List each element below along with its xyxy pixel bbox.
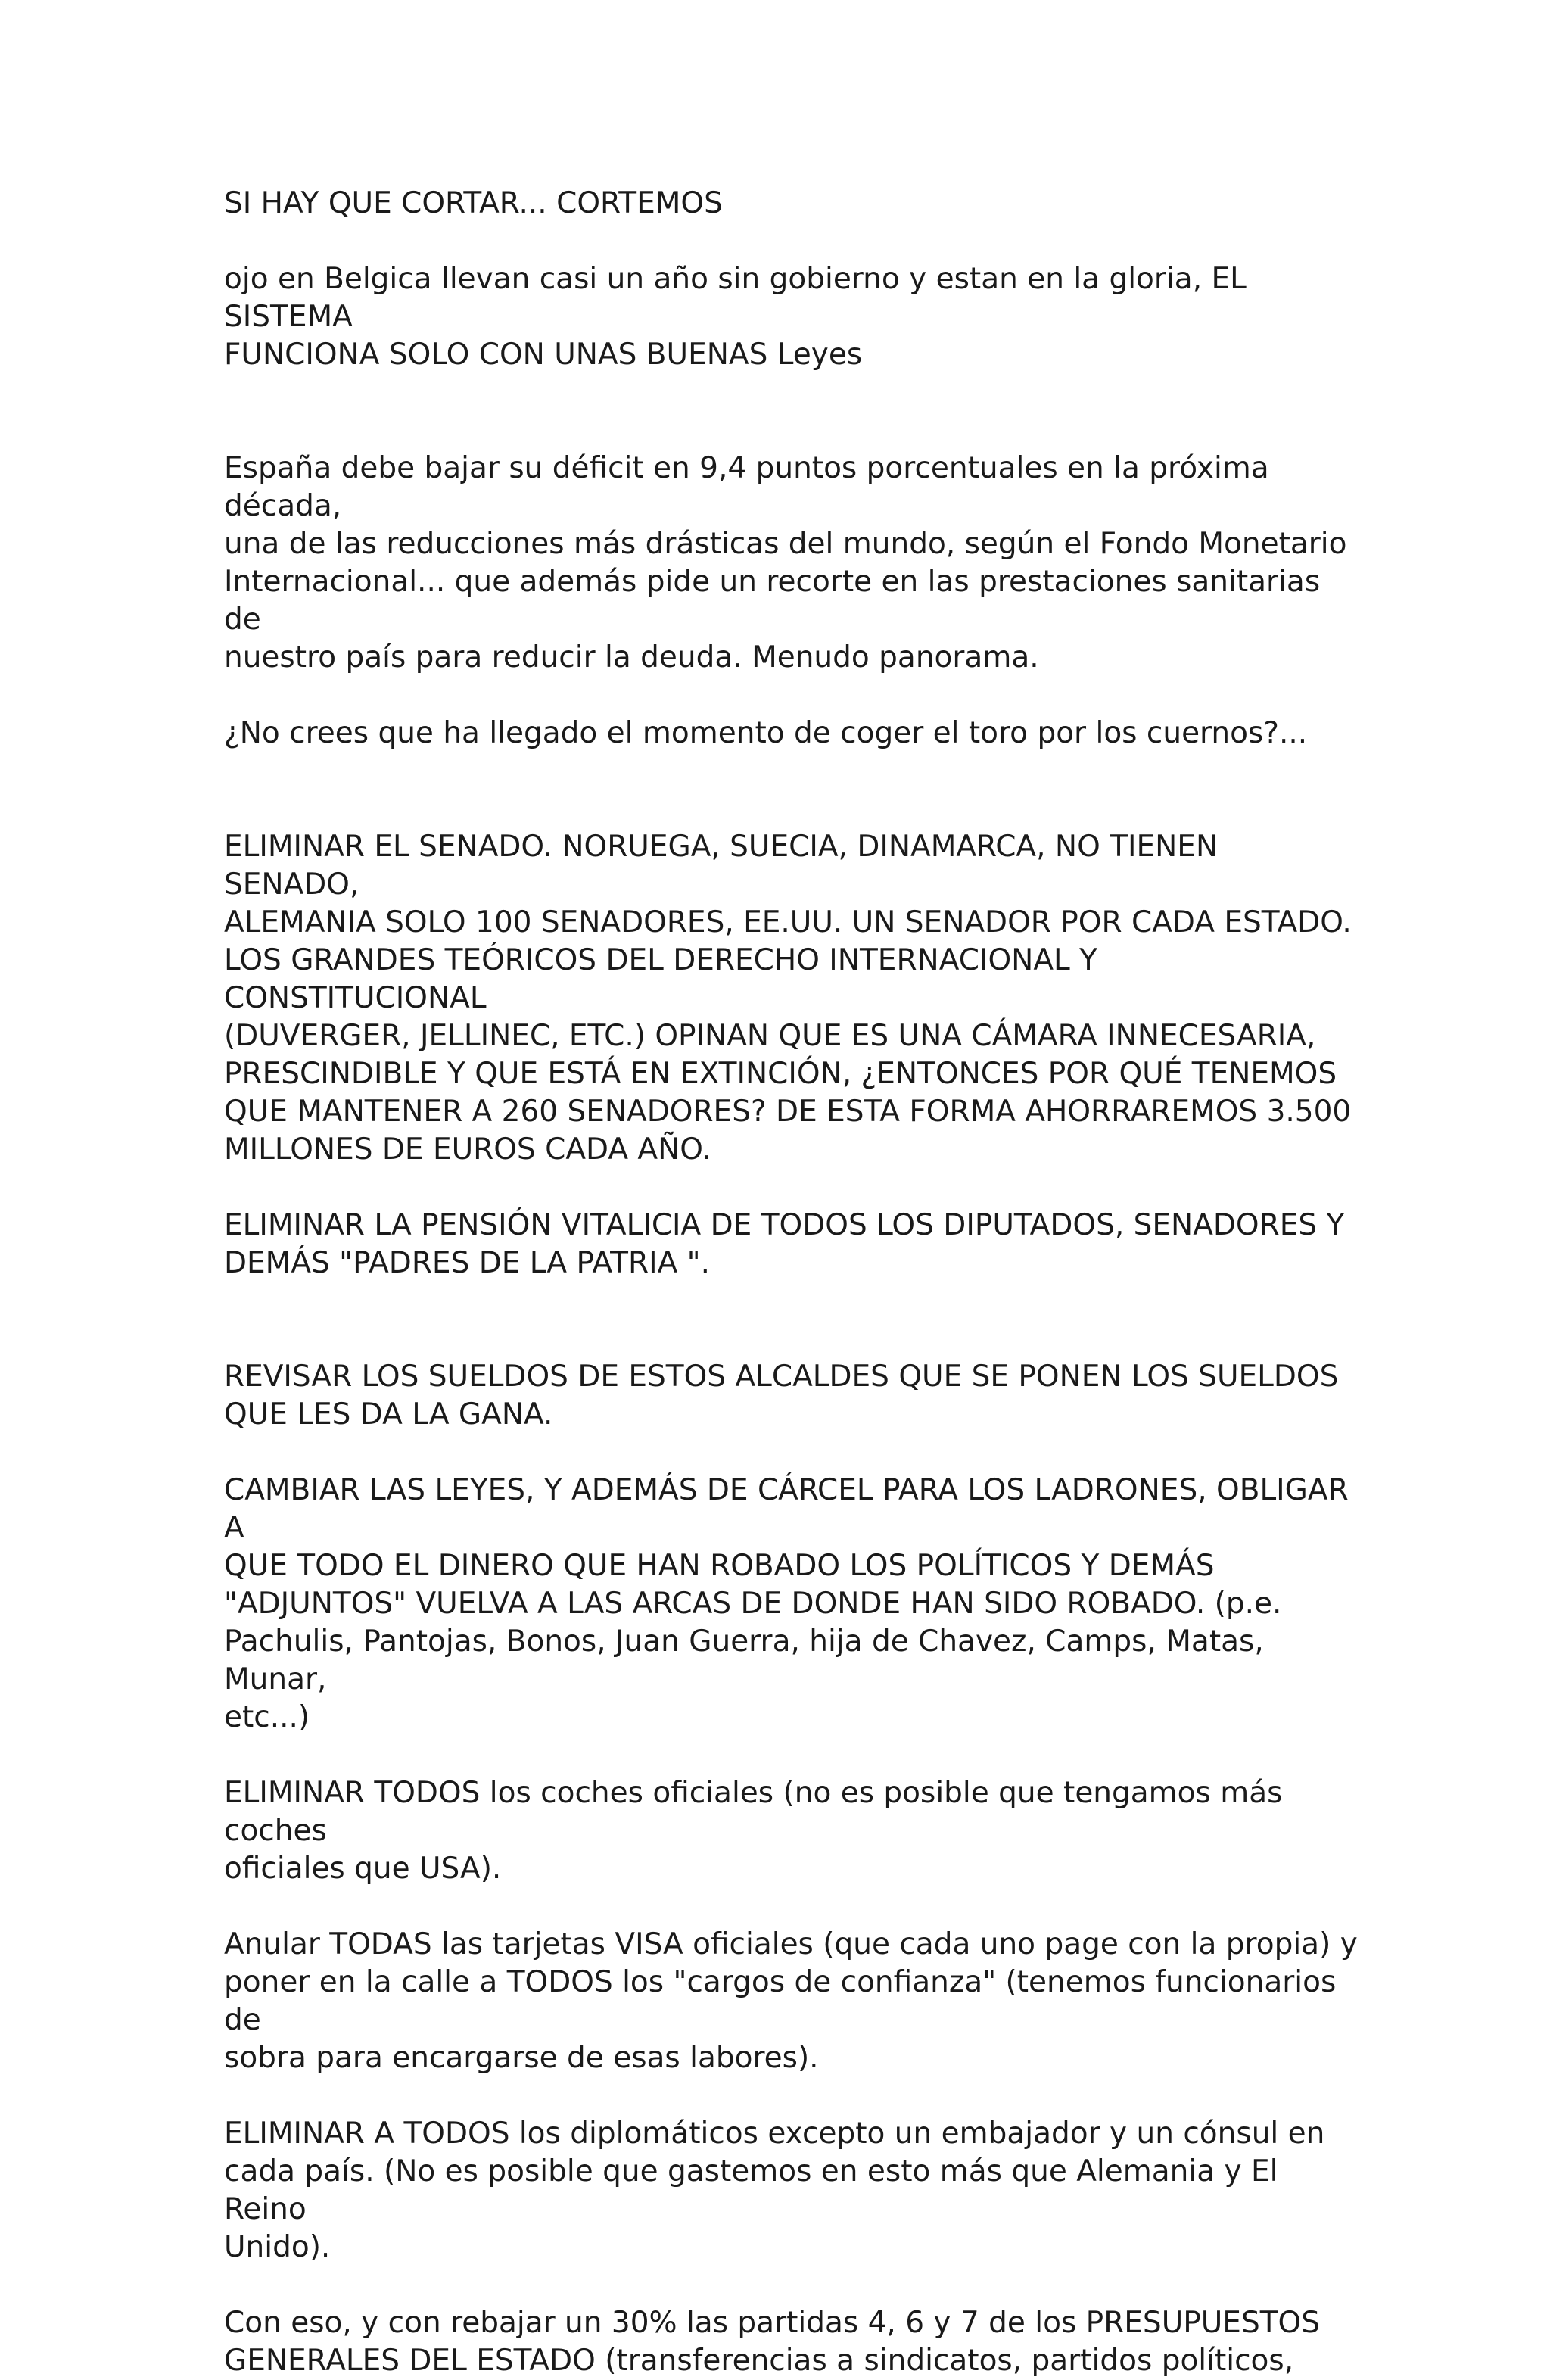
spacer: [224, 374, 1359, 450]
spacer: [224, 1434, 1359, 1472]
paragraph-leyes: CAMBIAR LAS LEYES, Y ADEMÁS DE CÁRCEL PARA LOS LADRONES, OBLIGAR A QUE TODO EL DINERO QUE HAN ROBADO LOS POLÍTICOS Y DEMÁS "ADJUNTOS" VUELVA A LAS ARCAS DE DONDE HAN SIDO ROBADO. (p.e. Pachulis, Pantojas, Bonos, Juan Guerra, hija de Chavez, Camps, Matas, Munar, etc...): [224, 1473, 1349, 1734]
paragraph-tarjetas: Anular TODAS las tarjetas VISA oficiales (que cada uno page con la propia) y poner en la calle a TODOS los "cargos de confianza" (tenemos funcionarios de sobra para encargarse de esas labores).: [224, 1927, 1358, 2075]
paragraph-alcaldes: REVISAR LOS SUELDOS DE ESTOS ALCALDES QUE SE PONEN LOS SUELDOS QUE LES DA LA GANA.: [224, 1360, 1339, 1431]
spacer: [224, 1888, 1359, 1926]
paragraph-deficit: España debe bajar su déficit en 9,4 puntos porcentuales en la próxima década, una de las reducciones más drásticas del mundo, según el Fondo Monetario Internacional... que además pide un recorte en las prestaciones sanitarias de nuestro país para reducir la deuda. Menudo panorama.: [224, 451, 1347, 674]
paragraph-question: ¿No crees que ha llegado el momento de coger el toro por los cuernos?...: [224, 716, 1308, 750]
paragraph-senado: ELIMINAR EL SENADO. NORUEGA, SUECIA, DINAMARCA, NO TIENEN SENADO, ALEMANIA SOLO 100 SENADORES, EE.UU. UN SENADOR POR CADA ESTADO. LOS GRANDES TEÓRICOS DEL DERECHO INTERNACIONAL Y CONSTITUCIONAL (DUVERGER, JELLINEC, ETC.) OPINAN QUE ES UNA CÁMARA INNECESARIA, PRESCINDIBLE Y QUE ESTÁ EN EXTINCIÓN, ¿ENTONCES POR QUÉ TENEMOS QUE MANTENER A 260 SENADORES? DE ESTA FORMA AHORRAREMOS 3.500 MILLONES DE EUROS CADA AÑO.: [224, 830, 1352, 1167]
spacer: [224, 223, 1359, 260]
spacer: [224, 2077, 1359, 2115]
spacer: [224, 1737, 1359, 1774]
paragraph-diplomaticos: ELIMINAR A TODOS los diplomáticos excepto un embajador y un cónsul en cada país. (No es posible que gastemos en esto más que Alemania y El Reino Unido).: [224, 2117, 1325, 2264]
document-body: [224, 185, 1359, 2380]
spacer: [224, 1169, 1359, 1207]
spacer: [224, 2266, 1359, 2304]
document-title: SI HAY QUE CORTAR... CORTEMOS: [224, 186, 723, 220]
spacer: [224, 1282, 1359, 1358]
paragraph-coches: ELIMINAR TODOS los coches oficiales (no es posible que tengamos más coches oficiales que USA).: [224, 1776, 1283, 1886]
spacer: [224, 752, 1359, 828]
paragraph-pension: ELIMINAR LA PENSIÓN VITALICIA DE TODOS LOS DIPUTADOS, SENADORES Y DEMÁS "PADRES DE LA PATRIA ".: [224, 1208, 1345, 1280]
spacer: [224, 677, 1359, 715]
paragraph-belgica: ojo en Belgica llevan casi un año sin gobierno y estan en la gloria, EL SISTEMA FUNCIONA SOLO CON UNAS BUENAS Leyes: [224, 262, 1247, 372]
paragraph-presupuestos: Con eso, y con rebajar un 30% las partidas 4, 6 y 7 de los PRESUPUESTOS GENERALES DEL ESTADO (transferencias a sindicatos, partidos políticos,: [224, 2306, 1320, 2378]
